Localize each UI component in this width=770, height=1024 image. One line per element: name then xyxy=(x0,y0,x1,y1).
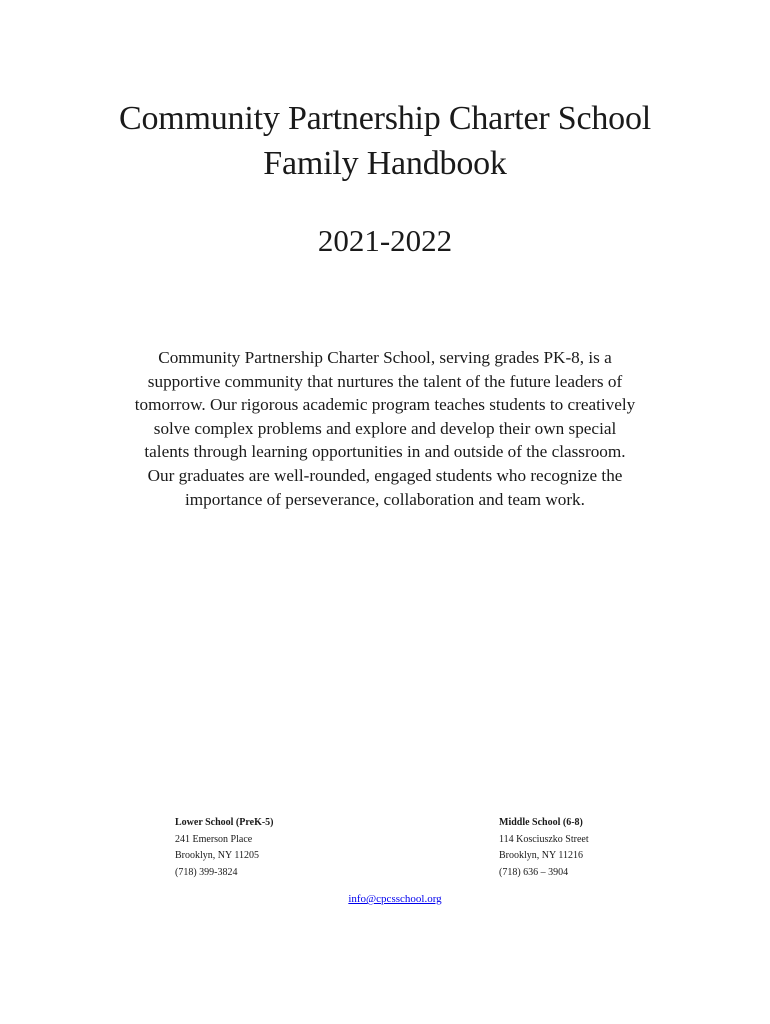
lower-school-city: Brooklyn, NY 11205 xyxy=(175,850,259,861)
email-link[interactable]: info@cpcsschool.org xyxy=(348,893,442,905)
email-container xyxy=(0,891,770,907)
document-title xyxy=(0,96,770,186)
school-year: 2021-2022 xyxy=(317,223,453,258)
middle-school-street: 114 Kosciuszko Street xyxy=(499,833,589,845)
middle-school-address xyxy=(499,815,589,881)
middle-school-city: Brooklyn, NY 11216 xyxy=(499,850,583,861)
handbook-title: Family Handbook xyxy=(263,145,507,182)
lower-school-street: 241 Emerson Place xyxy=(175,833,253,845)
school-name: Community Partnership Charter School xyxy=(118,100,652,137)
middle-school-heading: Middle School (6-8) xyxy=(499,817,583,828)
middle-school-phone: (718) 636 – 3904 xyxy=(499,866,569,878)
lower-school-heading: Lower School (PreK-5) xyxy=(175,817,274,828)
mission-statement: Community Partnership Charter School, serving grades PK-8, is a supportive community that nurtures the talent of the future leaders of tomorrow. Our rigorous academic program teaches students to creatively solve complex problems and explore and develop their own special talents through learning opportunities in and outside of the classroom. Our graduates are well-rounded, engaged students who recognize the importance of perseverance, collaboration and team work. xyxy=(134,348,636,509)
lower-school-phone: (718) 399-3824 xyxy=(175,866,238,878)
lower-school-address xyxy=(175,815,274,881)
